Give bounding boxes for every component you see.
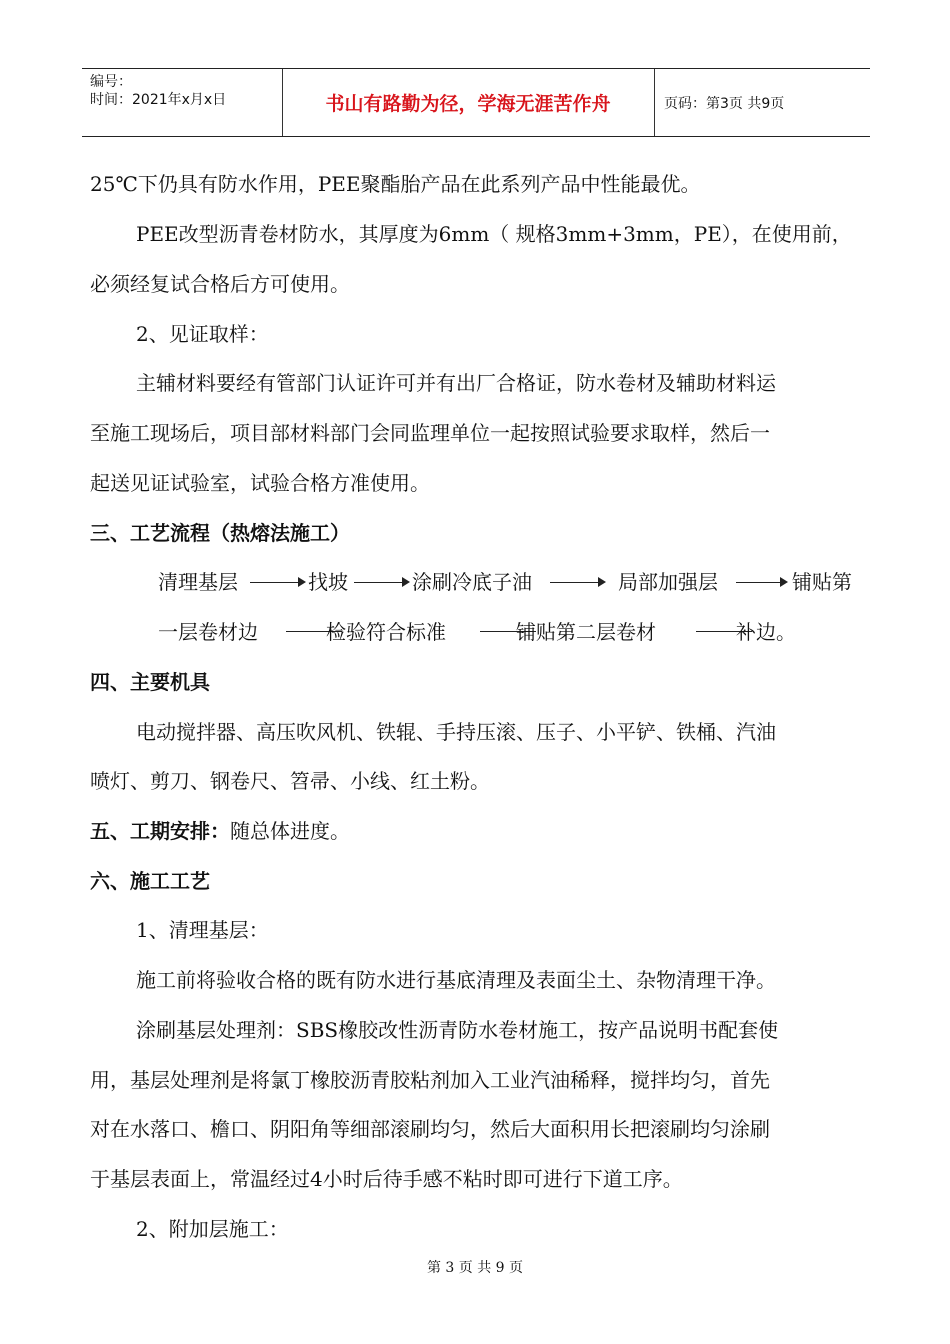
paragraph-line: 对在水落口、檐口、阴阳角等细部滚刷均匀，然后大面积用长把滚刷均匀涂刷 bbox=[90, 1117, 770, 1141]
page-footer: 第 3 页 共 9 页 bbox=[426, 1260, 524, 1276]
header-meta-cell bbox=[82, 69, 283, 136]
paragraph-line: 主辅材料要经有管部门认证许可并有出厂合格证，防水卷材及辅助材料运 bbox=[136, 371, 776, 395]
paragraph-line: 涂刷基层处理剂：SBS橡胶改性沥青防水卷材施工，按产品说明书配套使 bbox=[136, 1018, 779, 1042]
subsection-heading: 1、清理基层： bbox=[136, 918, 269, 942]
flow-step: 检验符合标准 bbox=[326, 620, 446, 644]
paragraph-line: 起送见证试验室，试验合格方准使用。 bbox=[90, 471, 430, 495]
flow-step: 局部加强层 bbox=[618, 570, 718, 594]
document-number-label: 编号： bbox=[90, 74, 132, 90]
section-heading: 六、施工工艺 bbox=[90, 869, 210, 893]
subsection-heading: 2、附加层施工： bbox=[136, 1217, 289, 1241]
flow-step: 清理基层 bbox=[158, 570, 238, 594]
page-header bbox=[82, 68, 870, 137]
paragraph-line: 必须经复试合格后方可使用。 bbox=[90, 272, 350, 296]
paragraph-line: 至施工现场后，项目部材料部门会同监理单位一起按照试验要求取样，然后一 bbox=[90, 421, 770, 445]
paragraph-line: 用，基层处理剂是将氯丁橡胶沥青胶粘剂加入工业汽油稀释，搅拌均匀，首先 bbox=[90, 1068, 770, 1092]
header-motto: 书山有路勤为径，学海无涯苦作舟 bbox=[282, 69, 655, 136]
flow-step: 一层卷材边 bbox=[158, 620, 258, 644]
subsection-heading: 2、见证取样： bbox=[136, 322, 269, 346]
flow-arrow bbox=[250, 582, 304, 583]
section-heading: 五、工期安排： bbox=[90, 819, 230, 843]
header-page-number: 页码：第3页 共9页 bbox=[664, 95, 785, 112]
flow-arrow bbox=[354, 582, 408, 583]
section-inline-text: 随总体进度。 bbox=[230, 819, 350, 843]
flow-arrow bbox=[550, 582, 604, 583]
paragraph-line: PEE改型沥青卷材防水，其厚度为6mm（ 规格3mm+3mm，PE），在使用前， bbox=[136, 222, 852, 246]
section-heading: 四、主要机具 bbox=[90, 670, 210, 694]
flow-step: 找坡 bbox=[308, 570, 348, 594]
flow-step: 涂刷冷底子油 bbox=[412, 570, 532, 594]
flow-step: 铺贴第 bbox=[792, 570, 852, 594]
paragraph-line: 施工前将验收合格的既有防水进行基底清理及表面尘土、杂物清理干净。 bbox=[136, 968, 776, 992]
flow-step: 铺贴第二层卷材 bbox=[516, 620, 656, 644]
flow-step: 补边。 bbox=[736, 620, 796, 644]
paragraph-line: 喷灯、剪刀、钢卷尺、笤帚、小线、红土粉。 bbox=[90, 769, 490, 793]
flow-arrow bbox=[736, 582, 786, 583]
paragraph-line: 于基层表面上，常温经过4小时后待手感不粘时即可进行下道工序。 bbox=[90, 1167, 683, 1191]
paragraph-line: 电动搅拌器、高压吹风机、铁辊、手持压滚、压子、小平铲、铁桶、汽油 bbox=[136, 720, 776, 744]
document-date-label: 时间：2021年x月x日 bbox=[90, 92, 227, 108]
section-heading: 三、工艺流程（热熔法施工） bbox=[90, 521, 350, 545]
section-heading-inline bbox=[90, 819, 350, 843]
paragraph-continued: 25℃下仍具有防水作用，PEE聚酯胎产品在此系列产品中性能最优。 bbox=[90, 172, 701, 196]
